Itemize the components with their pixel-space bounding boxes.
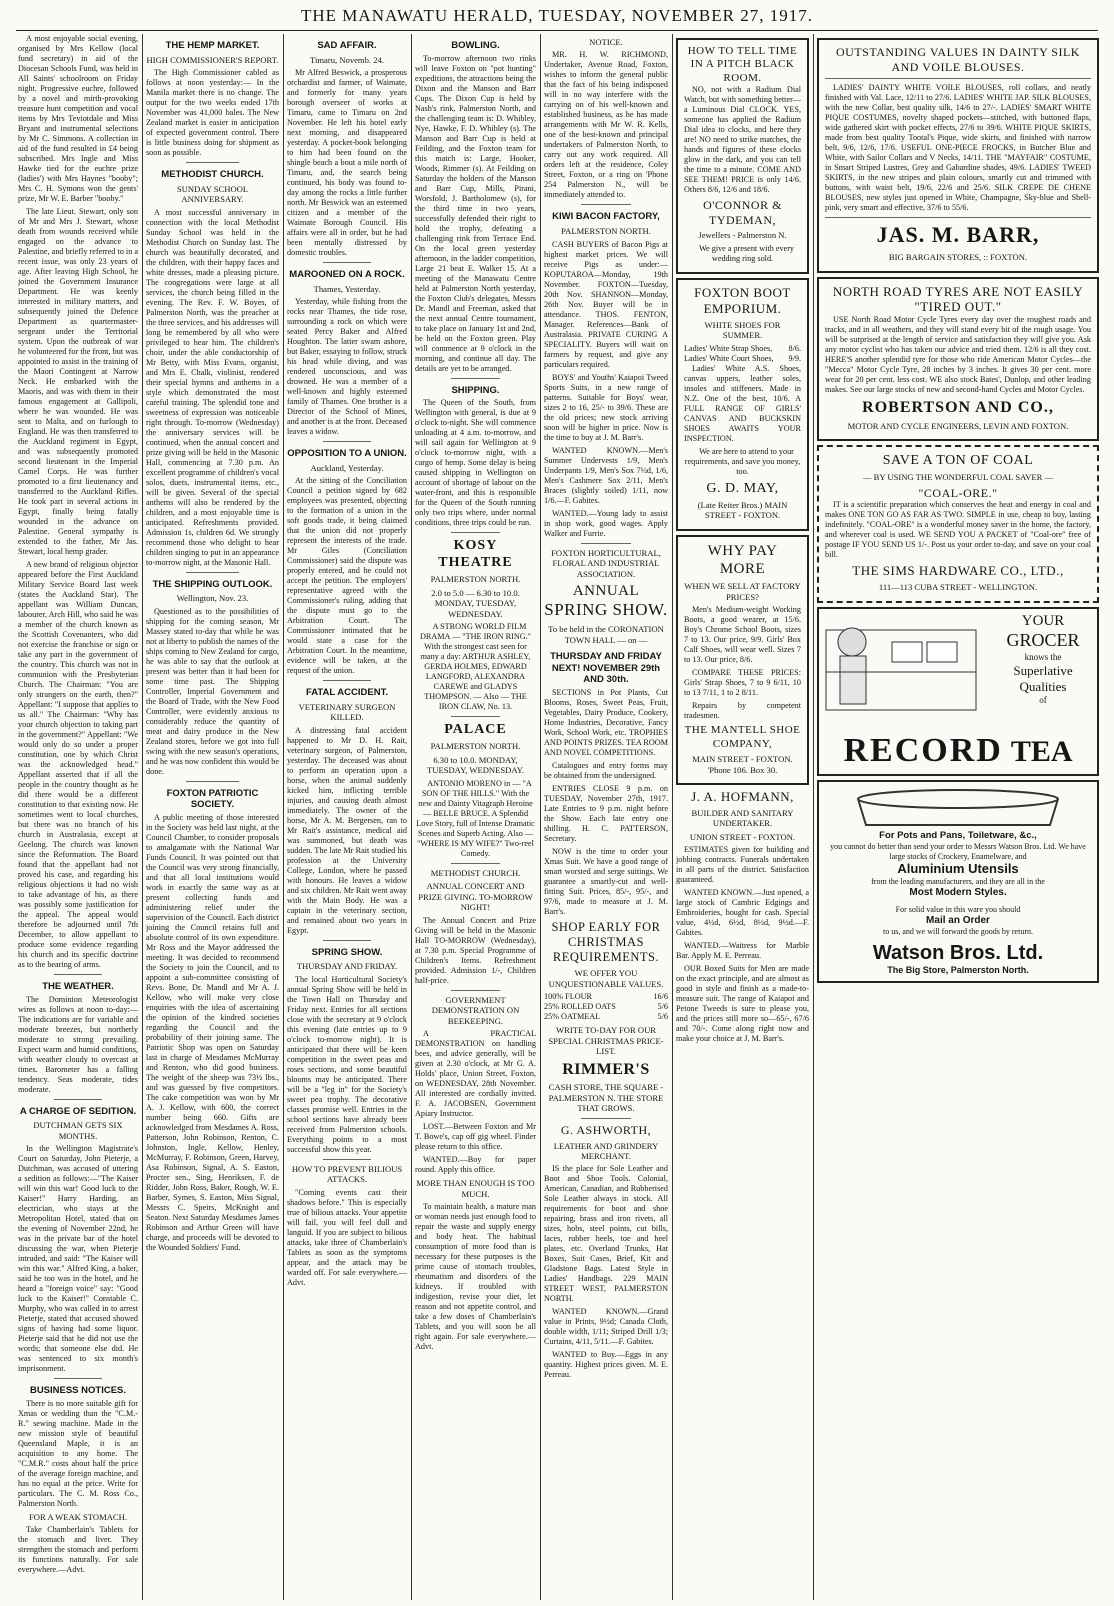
mantell-name: THE MANTELL SHOE COMPANY, bbox=[684, 724, 801, 750]
pots-more: from the leading manufacturers, and they are all in the bbox=[871, 877, 1045, 887]
robertson-sub: MOTOR AND CYCLE ENGINEERS, LEVIN AND FOXTON. bbox=[847, 420, 1069, 431]
more-head: MORE THAN ENOUGH IS TOO MUCH. bbox=[416, 1178, 535, 1199]
compare-prices: COMPARE THESE PRICES: Girls' Strap Shoes, 7 to 9 6/11, 10 to 13 7/11, 1 to 2 8/11. bbox=[684, 668, 801, 698]
price-list bbox=[544, 992, 668, 1022]
tyres-body: USE North Road Motor Cycle Tyres every day over the roughest roads and tracks, and in all weathers, and they will stand every bit of the rough usage. You will be surprised at the length of service and satisfaction they will give you. Ask any motor cyclist who has taken our advice and tried them. 12/6 is all they cost. HERE'S another splendid tyre for those who ride American Motor Cycles—the "Mecca" Motor Cycle Tyre, 28 inches by 3 inches. It gives 30 per cent. more wear for 20 per cent. less cost. WE also stock Bates', Dunlop, and other leading makes. See our large stocks of new and second-hand Cycles and Motor Cycles. bbox=[825, 315, 1091, 395]
boys-suits: BOYS' and Youths' Kaiapoi Tweed Sports Suits, in a new range of patterns. Suitable for Boys' wear, sizes 2 to 16, 25/- to 39/6. These are the old prices; new stock arriving soon will be higher in price. Now is the time to buy at J. M. Barr's. bbox=[544, 372, 668, 442]
watson-name: Watson Bros. Ltd. bbox=[872, 941, 1044, 964]
article-marooned: Yesterday, while fishing from the rocks near Thames, the tide rose, surrounding a rock on which were seated Percy Baker and Alfred Houghton. The latter swam ashore, but Baker, essaying to follow, struck his head while diving, and was rendered unconscious, and was drowned. He was a member of a well-known and highly esteemed family of Thames. One brother is a Director of the School of Mines, and another is at the front. Deceased leaves a widow. bbox=[287, 297, 407, 437]
headline-stomach: FOR A WEAK STOMACH. bbox=[28, 1511, 128, 1522]
clock-ad-body: NO, not with a Radium Dial Watch, but with something better—a Luminous Dial CLOCK. YES, someone has applied the Radium Dial idea to clocks, and here they are! NO need to strike matches, the hands and figures of these clocks glow in the dark, and you can tell the time to a minute. COME AND SEE THEM! PRICE is only 14/6. Others 8/6, 12/6 and 18/6. bbox=[684, 85, 801, 195]
blouse-body: LADIES' DAINTY WHITE VOILE BLOUSES, roll collars, and neatly finished with Val. Lace, 12/11 to 27/6. LADIES' WHITE JAP. SILK BLOUSES, with the new Collar, best quality silk, 14/6 to 27/-. LADIES' SMART WHITE PIQUE COSTUMES, novelty shaped pockets—stitched, with buttoned flaps, wide gathered skirt with pocket effects, 27/6 to 39/6. WHITE PIQUE SKIRTS, made from best quality Tootal's Pique, wide skirts, and finished with narrow belt, 9/6, 12/6, 17/6. USEFUL ONE-PIECE FROCKS, in Butcher Blue and White, with Sailor Collars and V Necks, 14/11. THE "MAYFAIR" COSTUME, in Smart Striped Lustres, Grey and Gabardine shades, 49/6. LADIES' TWEED SKIRTS, in the new stripes and plain colours, smartly cut and trimmed with buttons, with waist belt, 19/6, 22/6 and 25/6. SILK CREPE DE CHENE BLOUSES, new styles just opened in White, Champagne, Sky-blue and Shell-pink, very smart and effective, 37/6 to 55/6. bbox=[825, 83, 1091, 213]
palace-place: PALMERSTON NORTH. bbox=[430, 741, 521, 752]
subhead-sedition: DUTCHMAN GETS SIX MONTHS. bbox=[33, 1120, 123, 1141]
spring-where: To be held in the CORONATION TOWN HALL — on — bbox=[548, 624, 664, 645]
column-1 bbox=[18, 34, 138, 1600]
kosy-times: 2.0 to 5.0 — 6.30 to 10.0. MONDAY, TUESDAY, WEDNESDAY. bbox=[431, 587, 520, 619]
barr-name: JAS. M. BARR, bbox=[876, 222, 1040, 248]
hofmann-sub: BUILDER AND SANITARY UNDERTAKER. bbox=[691, 807, 794, 829]
divider bbox=[54, 1378, 102, 1379]
grocer-line: Qualities bbox=[1019, 678, 1067, 694]
tea-logo: TEA bbox=[1010, 734, 1073, 768]
notice-body: MR. H. W. RICHMOND, Undertaker, Avenue Road, Foxton, wishes to inform the general public that the fact of his being indisposed will in no way interfere with the carrying on of his well-known and established business, as he has made arrangements with Mr W. R. Kells, one of the best-known and principal undertakers of Palmerston North, to carry out any work required. All orders left at the residence, Coley Street, Foxton, or a ring on 'Phone 254 Palmerston N., will be immediately attended to. bbox=[544, 50, 668, 200]
wanted-grand: WANTED KNOWN.—Grand value in Prints, 9½d; Canada Cloth, double width, 1/11; Striped Drill 1/3; Curtains, 4/11, 5/11.—F. Gabites. bbox=[544, 1307, 668, 1347]
spring-sections: SECTIONS in Pot Plants, Cut Blooms, Roses, Sweet Peas, Fruit, Vegetables, Dairy Produce, Cookery, Home Industries, Decorative, Fancy Work, School Work, etc. TROPHIES AND POINTS PRIZES. TEA ROOM AND NOVEL COMPETITIONS. bbox=[544, 687, 668, 757]
masthead: THE MANAWATU HERALD, TUESDAY, NOVEMBER 27, 1917. bbox=[301, 6, 813, 25]
article-objector: A new brand of religious objector appeared before the First Auckland Military Service Board last week (states the Auckland Star). The appellant was William Duncan, labourer, Arch Hill, who said he was a member of the church known as the Scottish Covenanters, who did not exercise the franchise or sign or take any part in the government of the country. This church was not in communion with the Presbyterian Church. The Chairman: "You are only strangers on the earth, then?" Appellant: "I suppose that applies to us all." The Chairman: "Why has your church objection to taking part in the government?" Appellant: "We would only do so under a proper constitution, one by which Christ was the acknowledged head." Appellant asserted that if all the people in the country thought as he did there would be a different constitution to that existing now. He sometimes went to local churches, but there was no branch of his church in Australasia, except at Geelong. The church was known since the Reformation. The Board found that the appellant had not proved his case, and regarding his religious objections it had no wish to take advantage of his, as there was possibly some justification for the appeal. The appeal would therefore be adjourned until 7th December, to allow appellant to produce some evidence regarding his church and its specific doctrine as to the bearing of arms. bbox=[18, 560, 138, 969]
divider bbox=[451, 990, 499, 991]
article-hemp: The High Commissioner cabled as follows at noon yesterday:— In the Manila market there is no change. The output for the two weeks ended 17th November was 41,000 bales. The New Zealand market is easier in anticipation of expected government control. There is little business doing for shipment as soon as possible. bbox=[146, 68, 279, 158]
grocer-line: YOUR bbox=[1021, 612, 1065, 629]
boot-item: Ladies' White Strap Shoes, bbox=[684, 343, 773, 353]
subhead-methodist: SUNDAY SCHOOL ANNIVERSARY. bbox=[176, 183, 249, 205]
boot-ad bbox=[676, 278, 809, 531]
headline-spring-show: SPRING SHOW. bbox=[311, 946, 383, 958]
article-shipping-outlook: Questioned as to the possibilities of shipping for the coming season, Mr Massey stated to-day that while he was not at liberty to publish the names of the ships coming to New Zealand for cargo, he was able to say that the outlook at present was better than it had been for some time past. The Shipping Controller, Imperial Government and the Board of Trade, with the New Food Controller, were evidently anxious to considerably reduce the quantity of meat and dairy produce in the New Zealand stores, before we got into full swing with the new season's operations, and he was now confident this would be done. bbox=[146, 606, 279, 776]
kiwi-body: CASH BUYERS of Bacon Pigs at highest market prices. We will receive Pigs as under:— KOPUTAROA—Monday, 19th November. FOXTON—Tuesday, 20th Nov. SHANNON—Monday, 26th Nov. Buyer will be in attendance. THOS. FENTON, Manager. References—Bank of Australasia. PRIVATE CURING A SPECIALITY. Buyers will wait on farmers by request, and give any particulars required. bbox=[544, 239, 668, 369]
price-row bbox=[544, 1012, 668, 1022]
article-fatal: A distressing fatal accident happened to Mr D. H. Rait, veterinary surgeon, of Palmerston, yesterday. The deceased was about to perform an operation upon a horse, when the animal suddenly kicked him, inflicting terrible injuries, and causing death almost immediately. The owner of the horse, Mr A. M. Bergersen, ran to Mr Rait's assistance, medical aid was summoned, but death was sudden. The late Mr Rait studied his profession at the University College, London, where he passed with honours. He leaves a widow and six children. Mr Rait went away with the Main Body. He was a captain in the veterinary section, and remained about two years in Egypt. bbox=[287, 725, 407, 935]
boot-sub: WHITE SHOES FOR SUMMER. bbox=[704, 319, 781, 341]
boot-item: Ladies' White Court Shoes, bbox=[684, 353, 774, 363]
spring-when: THURSDAY AND FRIDAY NEXT! NOVEMBER 29th AND 30th. bbox=[550, 651, 662, 686]
column-rule bbox=[672, 34, 673, 1600]
headline-sad-affair: SAD AFFAIR. bbox=[317, 40, 377, 51]
article-spring-show: The local Horticultural Society's annual Spring Show will be held in the Town Hall on Thursday and Friday next. Entries for all sections close with the secretary at 9 o'clock this evening (late entries up to 9 o'clock to-morrow night). It is anticipated that there will be keen competition in the sweet peas and roses sections, and some beautiful blooms may be anticipated. There will be a "leg in" for the Society's sweet pea trophy. The decorative classes promise well. Entries in the school sections have already been received from Palmerston schools. Everything points to a most successful show this year. bbox=[287, 974, 407, 1154]
barr-sub: BIG BARGAIN STORES, :: FOXTON. bbox=[888, 252, 1028, 263]
headline-weather: THE WEATHER. bbox=[42, 981, 114, 992]
dateline-sad: Timaru, Novemb. 24. bbox=[310, 54, 384, 65]
column-4 bbox=[415, 34, 536, 1600]
ashworth-body: IS the place for Sole Leather and Boot and Shoe Tools. Colonial, American, Canadian, and Rubberised Sole Leather always in stock. All requirements for boot and shoe repairing, brass and iron rivets, all sizes, hobs, steel points, cut bills, laces, rubber heels, toe and heel plates, etc. Overland Trunks, Hat Boxes, Suit Cases, Brief, Kit and Gladstone Bags. Latest Style in Ladies' Handbags. 229 MAIN STREET WEST, PALMERSTON NORTH. bbox=[544, 1164, 668, 1304]
boot-price: 8/6. bbox=[788, 343, 801, 353]
article-sad-affair: Mr Alfred Beswick, a prosperous orchardist and farmer, of Waimate, and formerly for many years borough overseer of works at Timaru, came to Timaru on 2nd November. He left his hotel early next morning, and disappeared yesterday. A pocket-book belonging to him had been found on the shingle beach a bout a mile north of Timaru, and, the search being continued, his body was found to-day among the rocks a little further north. Mr Beswick was an esteemed citizen and a member of the Waimate Borough Council. His affairs were all in order, but he had been mentally distressed by domestic troubles. bbox=[287, 68, 407, 258]
kosy-place: PALMERSTON NORTH. bbox=[430, 574, 521, 585]
divider bbox=[451, 532, 499, 533]
palace-title: PALACE bbox=[444, 722, 507, 738]
column-3 bbox=[287, 34, 407, 1600]
divider bbox=[451, 716, 499, 717]
concert-sub: ANNUAL CONCERT AND PRIZE GIVING. TO-MORROW NIGHT! bbox=[418, 881, 533, 913]
wanted-eggs: WANTED to Buy.—Eggs in any quantity. Highest prices given. M. E. Perreau. bbox=[544, 1350, 668, 1380]
solid-value: For solid value in this ware you should bbox=[895, 905, 1021, 915]
palace-times: 6.30 to 10.0. MONDAY, TUESDAY, WEDNESDAY. bbox=[426, 754, 525, 776]
article-shipping: The Queen of the South, from Wellington with general, is due at 9 o'clock to-night. She will commence unloading at 4 a.m. to-morrow, and will sail again for Wellington at 9 o'clock to-morrow night, with a cargo of hemp. Some delay is being caused shipping in Wellington on account of shortage of labour on the water-front, and this is responsible for the Queen of the South running only two trips where, under normal conditions, three trips could be run. bbox=[415, 398, 536, 528]
divider bbox=[451, 863, 499, 864]
divider bbox=[581, 1118, 631, 1119]
article-social: A most enjoyable social evening, organised by Mrs Kellow (local fund secretary) in aid of the Diocesan Schools Fund, was held in All Saints' schoolroom on Friday night. Progressive euchre, followed by a novel and mirth-provoking treasure hunt competition and vocal items by Mrs Teviotdale and Miss Bryant and instrumental selections by Mr C. Simmons. A collection in aid of the fund resulted in £4 being subscribed. Mrs Ingle and Miss Hawke tied for the euchre prize (ladies') with Mrs Haynes "booby"; Mrs C. H. Symons won the gents' prize, Mr W. E. Barber "booby." bbox=[18, 34, 138, 203]
boot-attend: We are here to attend to your requirements, and save you money, too. bbox=[684, 446, 801, 476]
article-bilious: "Coming events cast their shadows before." This is especially true of bilious attacks. Your appetite will fail, you will feel dull and languid. If you are subject to bilious attacks, take three of Chamberlain's Tablets as soon as the symptoms appear, and the attack may be warded off. For sale everywhere.—Advt. bbox=[287, 1187, 407, 1287]
masthead-rule bbox=[16, 30, 1098, 31]
entries-close: ENTRIES CLOSE 9 p.m. on TUESDAY, November 27th, 1917. Late Entries to 9 p.m. night before the Show. Each late entry one shilling. H. C. PATTERSON, Secretary. bbox=[544, 783, 668, 843]
divider bbox=[581, 543, 631, 544]
article-stewart: The late Lieut. Stewart, only son of Mr and Mrs J. Stewart, whose death from wounds received while engaged on the advance to Palestine, and briefly referred to in a recent issue, was only 23 years of age. After leaving High School, he joined the Government Insurance Department. He was keenly interested in military matters, and subsequently joined the Defence Department as quartermaster-sergeant under the Territorial system. Upon the outbreak of war he volunteered for the front, but was appointed to assist in the training of the Maori Contingent at Narrow Neck. He embarked with the Maoris, and was with them in their famous engagement at Gallipoli, where he was wounded. He was sent to Malta, and on furlough to England. He was then transferred to the Auckland regiment in Egypt, and was subsequently promoted second lieutenant in the Imperial Camel Corps. He was further promoted to a first lieutenancy and transferred to the Auckland Rifles. He took part in several actions in Egypt, finally being fatally wounded in the advance on Palestine. General sympathy is extended to the father, Mr Jas. Stewart, local hemp grader. bbox=[18, 207, 138, 556]
kiwi-head: KIWI BACON FACTORY, bbox=[552, 211, 660, 223]
why-pay-ad bbox=[676, 535, 809, 785]
headline-hemp: THE HEMP MARKET. bbox=[165, 40, 260, 51]
grocer-line: knows the bbox=[1024, 652, 1062, 663]
price-value: 5/6 bbox=[657, 1002, 668, 1012]
headline-sedition: A CHARGE OF SEDITION. bbox=[19, 1105, 137, 1117]
divider bbox=[451, 378, 499, 379]
mantell-sub: MAIN STREET - FOXTON. 'Phone 106. Box 30. bbox=[692, 754, 793, 775]
why-body: Men's Medium-weight Working Boots, a good wearer, at 15/6. Boy's Chrome School Boots, sizes 7 to 13. Our price, 9/9. Girls' Box Calf Shoes, will wear well. Sizes 7 to 13. Our price, 8/6. bbox=[684, 605, 801, 665]
headline-business: BUSINESS NOTICES. bbox=[29, 1385, 127, 1397]
notice-head: NOTICE. bbox=[589, 37, 623, 47]
headline-shipping: SHIPPING. bbox=[451, 384, 500, 396]
govt-body: A PRACTICAL DEMONSTRATION on handling bees, and advice generally, will be given at 2.30 o'clock, at Mr G. A. Holds' place, Union Street, Foxton, on WEDNESDAY, 28th November. All interested are cordially invited. F. A. JACOBSEN, Government Apiary Instructor. bbox=[415, 1029, 536, 1119]
pots-head: For Pots and Pans, Toiletware, &c., bbox=[879, 830, 1037, 842]
article-stomach: Take Chamberlain's Tablets for the stomach and liver. They strengthen the stomach and perform its functions naturally. For sale everywhere.—Advt. bbox=[18, 1525, 138, 1575]
why-title: WHY PAY MORE bbox=[707, 542, 778, 577]
coal-title: SAVE A TON OF COAL bbox=[882, 453, 1034, 469]
column-5 bbox=[544, 34, 668, 1600]
headline-shipping-outlook: THE SHIPPING OUTLOOK. bbox=[152, 578, 273, 590]
column-7 bbox=[817, 34, 1099, 1600]
pots-body: you cannot do better than send your order to Messrs Watson Bros. Ltd. We have large stocks of Crockery, Enamelware, and bbox=[830, 841, 1086, 861]
boot-more: Ladies' White A.S. Shoes, canvas uppers, leather soles, insoles and stiffeners. Made in N.Z. One of the best, 10/6. A FULL RANGE OF GIRLS' CANVAS AND BUCKSKIN SHOES AWAITS YOUR INSPECTION. bbox=[684, 363, 801, 443]
more-body: To maintain health, a mature man or woman needs just enough food to repair the waste and supply energy and body heat. The habitual consumption of more food than is necessary for these purposes is the prime cause of stomach troubles, rheumatism and disorders of the kidneys. If troubled with indigestion, revise your diet, let reason and not appetite control, and take a few doses of Chamberlain's Tablets, and you will soon be all right again. For sale everywhere.—Advt. bbox=[415, 1202, 536, 1352]
oconnor-name: O'CONNOR & TYDEMAN, bbox=[703, 198, 782, 227]
column-rule bbox=[813, 34, 814, 1600]
divider bbox=[323, 1159, 371, 1160]
hofmann-addr: UNION STREET - FOXTON. bbox=[689, 831, 796, 842]
why-sub: WHEN WE SELL AT FACTORY PRICES? bbox=[684, 581, 801, 602]
price-row bbox=[544, 992, 668, 1002]
boot-price: 9/9. bbox=[788, 353, 801, 363]
mail-sub: to us, and we will forward the goods by return. bbox=[883, 927, 1033, 937]
article-union: At the sitting of the Conciliation Council a petition signed by 682 employees was presented, objecting to the formation of a union in the soft goods trade, it being claimed that the union did not properly represent the interests of the trade. Mr Giles (Conciliation Commissioner) said the dispute was properly entered, and he could not accept the petition. The employers' representative agreed with the Commissioner's ruling, adding that the dispute must go to the Arbitration Court. The Commissioner intimated that he would state a case for the Arbitration Court. In the meantime, evidence will be taken, at the request of the union. bbox=[287, 476, 407, 676]
article-weather: The Dominion Meteorologist wires as follows at noon to-day:— The indications are for variable and moderate breezes, but northerly moderate to strong prevailing. Expect warm and humid conditions, with weather cloudy to overcast at times. Barometer has a falling tendency. Seas moderate, tides moderate. bbox=[18, 994, 138, 1094]
catalogues: Catalogues and entry forms may be obtained from the undersigned. bbox=[544, 760, 668, 780]
lost-notice: LOST.—Between Foxton and Mr T. Bowe's, cap off gig wheel. Finder please return to this office. bbox=[415, 1122, 536, 1152]
article-sedition: In the Wellington Magistrate's Court on Saturday, John Pieterje, a Dutchman, was accused of uttering a sedition as follows:—"The Kaiser will win this war! Good luck to the Kaiser!" Harry Harding, an electrician, who stays at the Metropolitan Hotel, stated that on the evening of November 22nd, he was in the private bar of the hotel discussing the war, when Pieterje intruded, and said: "The Kaiser will win this war." Alfred King, a baker, said he too was in the hotel, and he heard a "foreign voice" say: "Good luck to the Kaiser!" Constable C. Murphy, who was called in to arrest Pieterje, stated that accused showed signs of having had some liquor. Pieterje said that he did not use the words; that someone else did. He was sentenced to six month's imprisonment. bbox=[18, 1144, 138, 1374]
repairs: Repairs by competent tradesmen. bbox=[684, 701, 801, 721]
boot-list bbox=[684, 344, 801, 364]
price-item: 25% ROLLED OATS bbox=[544, 1002, 616, 1012]
column-rule bbox=[540, 34, 541, 1600]
xmas-suit: NOW is the time to order your Xmas Suit. We have a good range of smart worsted and serge suitings. We guarantee a smartly-cut and well-fitting Suit. Prices, 85/-, 95/-, and 97/6, made to measure at J. M. Barr's. bbox=[544, 846, 668, 916]
divider bbox=[323, 680, 371, 681]
hofmann-body: ESTIMATES given for building and jobbing contracts. Funerals undertaken in all parts of the district. Satisfaction guaranteed. bbox=[676, 845, 809, 885]
tyres-title: NORTH ROAD TYRES ARE NOT EASILY "TIRED OUT." bbox=[832, 283, 1084, 315]
article-patriotic: A public meeting of those interested in the Society was held last night, at the Council Chamber, to consider proposals to amalgamate with the National War Funds Council. It was pointed out that the Council was very strong financially, and that all local institutions would work in exactly the same way as at present collecting funds and administering relief under the supervision of the Council. Each district joining the Council retains full and absolute control of its own expenditure. Mr Ross and the Mayor addressed the meeting. It was decided to recommend the Society to join the Council, and to appoint a sub-committee consisting of Revs. Bone, Dr. Mandl and Mr A. J. Kellow, who will make very close enquiries with the idea of ascertaining the opinion of the kindred societies regarding the Council and the probability of their joining same. The Patriotic Shop was open on Saturday last in charge of Mesdames McMurray and Renton, who did good business. The weight of the sheep was 73½ lbs., and was guessed by five competitors. The cake competition was won by Mr A. J. Kellow, with 600, the correct number being 660. Gifts are acknowledged from Mesdames A. Ross, Patterson, John Robinson, Renton, C. Johnston, Ingle, Kellow, Henley, McMurray, F. Robinson, Green, Harvey, Asa Robinson, Signal, A. S. Easton, Procter sen., Sing, Henriksen, F. de Ridder, John Ross, Baker, Rough, W. E. Barber, Symes, S. Easton, Miss Signal, Messrs C. Speirs, McKnight and Seaton. Next Saturday Mesdames James Robinson and Arthur Green will have charge, and proceeds will be devoted to the Wounded Soldiers' Fund. bbox=[146, 812, 279, 1252]
concert-head: METHODIST CHURCH. bbox=[430, 867, 521, 878]
record-logo: RECORD bbox=[843, 731, 1003, 769]
grocer-illustration bbox=[822, 612, 992, 730]
column-2 bbox=[146, 34, 279, 1600]
divider bbox=[581, 204, 631, 205]
sims-name: THE SIMS HARDWARE CO., LTD., bbox=[852, 563, 1064, 579]
column-rule bbox=[411, 34, 412, 1600]
price-value: 16/6 bbox=[653, 992, 668, 1002]
palace-program: ANTONIO MORENO in — "A SON OF THE HILLS." With the new and Dainty Vitagraph Heroine — BELLE BRUCE. A Splendid Love Story, full of Intense Dramatic Scenes and Superb Acting. Also — "WHERE IS MY WIFE?" Two-reel Comedy. bbox=[416, 778, 535, 858]
kiwi-place: PALMERSTON NORTH. bbox=[561, 226, 651, 237]
subhead-spring-show: THURSDAY AND FRIDAY. bbox=[296, 961, 398, 972]
record-tea-ad bbox=[817, 607, 1099, 776]
wanted-waitress: WANTED.—Waitress for Marble Bar. Apply M. E. Perreau. bbox=[676, 941, 809, 961]
price-item: 100% FLOUR bbox=[544, 992, 592, 1002]
grocer-line: GROCER bbox=[1006, 630, 1080, 651]
oconnor-ring: We give a present with every wedding ring sold. bbox=[698, 243, 795, 263]
headline-methodist: METHODIST CHURCH. bbox=[161, 169, 264, 181]
price-value: 5/6 bbox=[657, 1012, 668, 1022]
headline-bilious: HOW TO PREVENT BILIOUS ATTACKS. bbox=[291, 1163, 403, 1185]
headline-fatal: FATAL ACCIDENT. bbox=[306, 687, 388, 699]
column-rule bbox=[283, 34, 284, 1600]
boot-row bbox=[684, 354, 801, 364]
tyres-ad bbox=[817, 277, 1099, 442]
divider bbox=[323, 262, 371, 263]
oconnor-sub: Jewellers - Palmerston N. bbox=[698, 230, 787, 241]
price-item: 25% OATMEAL bbox=[544, 1012, 601, 1022]
kosy-program: A STRONG WORLD FILM DRAMA — "THE IRON RING." With the strongest cast seen for many a day: ARTHUR ASHLEY, GERDA HOLMES, EDWARD LANGFORD, ALEXANDRA CAREWE and GLADYS THOMPSON. — Also — THE IRON CLAW, No. 13. bbox=[419, 622, 532, 712]
boot-row bbox=[684, 344, 801, 354]
boxed-suits: OUR Boxed Suits for Men are made on the exact principle, and are almost as good in style and finish as a made-to-measure suit. The range of Kaiapoi and Petone Tweeds is sure to please you, and the prices still more so—65/-, 67/6 and 70/-. Come along right now and make your choice at J. M. Barr's. bbox=[676, 964, 809, 1044]
watson-sub: The Big Store, Palmerston North. bbox=[887, 965, 1029, 976]
mail-order: Mail an Order bbox=[926, 914, 990, 926]
coal-body: IT is a scientific preparation which conserves the heat and energy in coal and makes ONE TON GO AS FAR AS TWO. SIMPLE in use, cheap to buy, lasting indefinitely. "COAL-ORE" is a wonderful money saver in the home, the factory, and wherever coal is used. WE SEND YOU A PACKET of "Coal-ore" free of postage IF YOU SEND US 1/-. Post us your order to-day, and save on your coal bill. bbox=[825, 500, 1091, 560]
headline-patriotic: FOXTON PATRIOTIC SOCIETY. bbox=[166, 787, 259, 811]
ashworth-sub: LEATHER AND GRINDERY MERCHANT. bbox=[553, 1140, 659, 1161]
coal-sub: — BY USING THE WONDERFUL COAL SAVER — bbox=[862, 472, 1054, 483]
spring-show-title: SPRING SHOW. bbox=[544, 600, 668, 620]
headline-union: OPPOSITION TO A UNION. bbox=[287, 448, 407, 460]
divider bbox=[186, 781, 239, 782]
wanted-cambric: WANTED KNOWN.—Just opened, a large stock of Cambric Edgings and Embroideries, bought for cash. Special value, 4½d, 6½d, 8½d, 9½d.—F. Gabites. bbox=[676, 888, 809, 938]
wanted-young-lady: WANTED.—Young lady to assist in shop work, good wages. Apply Walker and Furrie. bbox=[544, 508, 668, 538]
dateline-marooned: Thames, Yesterday. bbox=[313, 283, 381, 294]
price-row bbox=[544, 1002, 668, 1012]
divider bbox=[825, 78, 1091, 79]
divider bbox=[323, 441, 371, 442]
may-sub: (Late Reiter Bros.) MAIN STREET - FOXTON. bbox=[697, 499, 788, 521]
clock-ad bbox=[676, 38, 809, 274]
concert-body: The Annual Concert and Prize Giving will be held in the Masonic Hall TO-MORROW (Wednesday), at 7.30 p.m. Special Programme of Children's Items. Refreshment provided. Admission 1/-, Children half-price. bbox=[415, 915, 536, 985]
wanted-boy: WANTED.—Boy for paper round. Apply this office. bbox=[415, 1155, 536, 1175]
divider bbox=[54, 974, 102, 975]
ashworth-title: G. ASHWORTH, bbox=[560, 1122, 652, 1137]
article-methodist: A most successful anniversary in connection with the local Methodist Sunday School was held in the Methodist Church on Sunday last. The church was beautifully decorated, and the children, with their happy faces and white dresses, made a pleasing picture. The congregations were large at all services, the church being filled in the evening. The Rev. F. W. Boyes, of Palmerston North, was the preacher at the three services, and his addresses will long be remembered by all who were privileged to hear him. The children's choir, under the able conductorship of Mr Betty, with Miss Evans, organist, and Mrs E. Chalk, violinist, rendered their special hymns and anthems in a style which demonstrated the most careful training. The splendid tone and sweetness of expression was noticeable right through. To-morrow (Wednesday) the anniversary services will be continued, when the annual concert and prize giving will be held in the Masonic Hall, commencing at 7.30 p.m. An excellent programme of children's vocal solos, duets, instrumental items, etc., will be given. Several of the special anthems will also be rendered by the children, and a most enjoyable time is anticipated. Refreshments provided. Admission 1s, children 6d. We strongly recommend those who delight to hear children singing to put in an appearance to-morrow night, at the Masonic Hall. bbox=[146, 207, 279, 567]
column-6 bbox=[676, 34, 809, 1600]
dateline-shipping: Wellington, Nov. 23. bbox=[176, 593, 249, 604]
clock-ad-title: HOW TO TELL TIME IN A PITCH BLACK ROOM. bbox=[687, 45, 798, 84]
headline-bowling: BOWLING. bbox=[451, 40, 500, 51]
modern-styles: Most Modern Styles. bbox=[909, 886, 1007, 898]
subhead-hemp: HIGH COMMISSIONER'S REPORT. bbox=[146, 54, 279, 65]
dateline-union: Auckland, Yesterday. bbox=[310, 462, 384, 473]
blouse-ad bbox=[817, 38, 1099, 273]
watson-ad bbox=[817, 780, 1099, 983]
govt-head: GOVERNMENT DEMONSTRATION ON BEEKEEPING. bbox=[431, 994, 520, 1026]
grocer-line: of bbox=[1039, 694, 1047, 705]
divider bbox=[186, 572, 239, 573]
divider bbox=[323, 940, 371, 941]
hort-head: FOXTON HORTICULTURAL, FLORAL AND INDUSTRIAL ASSOCIATION. bbox=[551, 547, 661, 579]
grocer-line: Superlative bbox=[1013, 663, 1073, 679]
write-line: WRITE TO-DAY FOR OUR SPECIAL CHRISTMAS PRICE-LIST. bbox=[548, 1025, 664, 1057]
column-rule bbox=[142, 34, 143, 1600]
hofmann-name: J. A. HOFMANN, bbox=[691, 789, 794, 805]
headline-marooned: MAROONED ON A ROCK. bbox=[289, 269, 405, 281]
article-bowling: To-morrow afternoon two rinks will leave Foxton on "pot hunting" expeditions, the attractions being the Dixon and the Manson and Barr Cups. The Dixon Cup is held by Nash's rink, Palmerston North, and the challenging team is: D. Whibley, Nye, Hawke, F. D. Whibley (s). The Manson and Barr Cup is held at Feilding, and the Foxton team for this match is: Large, Hooker, Woods, Rimmer (s). At Feilding on Saturday the holders of the Manson and Barr Cup, Mills, Pirani, Worsfold, J. Bartholomew (s), for the third time in two years, successfully defended their right to hold the trophy, defeating a challenging rink from Terrace End. On the local green yesterday afternoon, in the ladder competition, Large 21 beat E. Walker 15. At a meeting of the Manawatu Centre held at Palmerston North yesterday, the Foxton Club's delegates, Messrs Dr. Mandl and Freeman, asked that the next annual Centre tournament, to take place on January 1st and 2nd, be held on the Foxton green. Play will commence at 9 o'clock in the morning, and continue all day. The details are yet to be arranged. bbox=[415, 53, 536, 373]
divider bbox=[54, 1099, 102, 1100]
rimmers-title: RIMMER'S bbox=[562, 1060, 650, 1078]
grocer-text bbox=[992, 612, 1094, 706]
rimmers-sub: CASH STORE, THE SQUARE - PALMERSTON N. THE STORE THAT GROWS. bbox=[548, 1082, 664, 1114]
divider bbox=[825, 217, 1091, 218]
offer-line: WE OFFER YOU UNQUESTIONABLE VALUES. bbox=[548, 968, 664, 989]
coal-ad bbox=[817, 445, 1099, 603]
sims-sub: 111—113 CUBA STREET - WELLINGTON. bbox=[878, 582, 1038, 593]
may-name: G. D. MAY, bbox=[706, 480, 779, 496]
divider bbox=[186, 162, 239, 163]
boot-title: FOXTON BOOT EMPORIUM. bbox=[694, 284, 791, 316]
blouse-title: OUTSTANDING VALUES IN DAINTY SILK AND VOILE BLOUSES. bbox=[836, 45, 1080, 74]
aluminium-utensils: Aluminium Utensils bbox=[897, 861, 1019, 877]
pot-illustration bbox=[838, 787, 1078, 827]
article-business: There is no more suitable gift for Xmas or wedding than the "C.M.-R." sewing machine. Made in the new mission style of beautiful Queensland Maple, it is an acquisition to any home. The "C.M.R." costs about half the price of the average foreign machine, and has no equal at the price. Write for particulars. The C. M. Ross Co., Palmerston North. bbox=[18, 1398, 138, 1508]
kosy-theatre-title: KOSY THEATRE bbox=[438, 538, 513, 571]
wanted-known-vests: WANTED KNOWN.—Men's Summer Undervests 1/9, Men's Underpants 1/9, Men's Sox 7½d, 1/6, Men's Cashmere Sox 2/11, Men's Braces (slightly soiled) 1/11, now 1/6.—F. Gabites. bbox=[544, 445, 668, 505]
subhead-fatal: VETERINARY SURGEON KILLED. bbox=[298, 701, 396, 723]
shop-early-title: SHOP EARLY FOR CHRISTMAS REQUIREMENTS. bbox=[551, 919, 661, 965]
robertson-name: ROBERTSON AND CO., bbox=[862, 399, 1054, 417]
coal-name: "COAL-ORE." bbox=[918, 485, 998, 500]
annual-label: ANNUAL bbox=[572, 583, 640, 599]
